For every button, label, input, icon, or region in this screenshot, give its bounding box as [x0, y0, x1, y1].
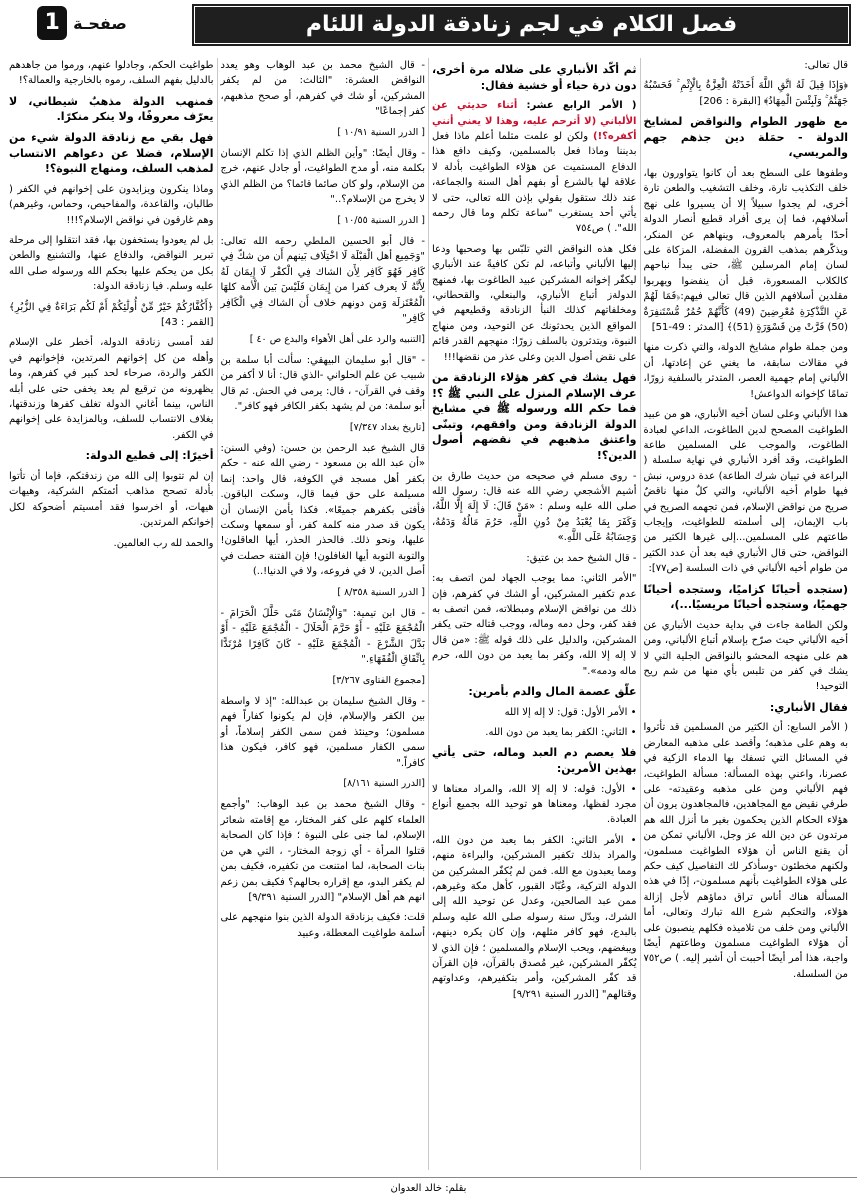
column-3 [217, 58, 429, 1170]
paragraph: - روى مسلم في صحيحه من حديث طارق بن أشيم الأشجعي رضي الله عنه قال: رسول الله صلى الله عليه وسلم : «مَنْ قَالَ: لَا إِلَهَ إِلَّا اللَّهُ، وَكَفَرَ بِمَا يُعْبَدُ مِنْ دُونِ اللَّهِ، حَرُمَ مَالُهُ وَدَمُهُ، وَحِسَابُهُ عَلَى اللَّهِ.» [432, 470, 637, 544]
paragraph-lead: ( الأمر الرابع عشر: [517, 100, 637, 112]
paragraph: طواغيت الحكم، وجادلوا عنهم، ورموا من جاهدهم بالدليل بفهم السلف، رموه بالخارجية والعمالة؟! [9, 60, 214, 87]
paragraph: ﴿وَإِذَا قِيلَ لَهُ اتَّقِ اللَّهَ أَخَذَتْهُ الْعِزَّةُ بِالْإِثْمِ ۚ فَحَسْبُهُ جَهَنَّمُ ۚ وَلَبِئْسَ الْمِهَادُ﴾ [البقرة : 206] [643, 80, 848, 107]
paragraph: • الأمر الثاني: الكفر بما يعبد من دون الله، والمراد بذلك تكفير المشركين، والبراءة منهم، ومما يعبدون مع الله. فمن لم يُكفّر المشركين من الدولة التركية، وعُبّاد القبور، كأهل مكة وغيرهم، ممن عبد الصالحين، وعدل عن توحيد الله إلى الشرك، وبدّل سنة رسوله صلى الله عليه وسلم بالبدع، فهو كافر مثلهم، وإن كان يكره دينهم، ويبغضهم، ويحب الإسلام والمسلمين ؛ فإن الذي لا يُكفّر المشركين، غير مُصدق بالقرآن، فإن القرآن قد كفّر المشركين، وأمر بتكفيرهم، وعداوتهم وقتالهم" [الدرر السنية ٩/٢٩١] [432, 834, 637, 1000]
paragraph: بل لم يعودوا يستخفون بها، فقد انتقلوا إلى مرحلة تبرير النواقض، والدفاع عنها، والتشنيع والطعن بكل من يحكم عليها بحكم الله ورسوله صلى الله عليه وسلم. فيا زنادقة الدولة: [9, 235, 214, 293]
citation: [ الدرر السنية ٨/٣٥٨ ] [337, 586, 425, 598]
paragraph: - "قال أبو سليمان البيهقي: سألت أبا سلمة بن شبيب عن علم الحلواني -الذي قال: أنا لا أكفر من وقف في القرآن- ، قال: يرمى في الحش. ثم قال أبو سلمة: من لم يشهد بكفر الكافر فهو كافر". [220, 354, 425, 413]
paragraph: وماذا ينكرون ويزايدون على إخوانهم في الكفر ( طالبان، والقاعدة، والمفاحيص، وحماس، وغيرهم) وهم غارقون في نواقض الإسلام؟!!! [9, 183, 214, 226]
author-footer: بقلم: خالد العدوان [0, 1177, 857, 1200]
paragraph: ( الأمر السابع: أن الكثير من المسلمين قد تأثروا به وهم على مذهبه؛ وأقصد على مذهبه المعارض في المسائل التي تسفك بها الدماء الزكية في عصرنا، واعني بهذه المسألة: مسألة الطواغيت، فهم الألباني ومن على مذهبه وعقيدته- على طرفي نقيض مع المجاهدين، فالمجاهدون يرون أن هؤلاء الحكام الذين يحكمون بغير ما أنزل الله هم مرتدون عن دين الله عز وجل، الألباني تمكن من أن يقنع الناس أن هؤلاء الطواغيت مسلمون، ولكنهم مخطئون -وسأذكر لك التفاصيل كيف حكم على هؤلاء الطواغيت بأنهم مسلمون-، إذًا في هذه المسألة هناك أناس تراق دماؤهم لأجل إزالة هؤلاء، والتحكيم شرع الله تبارك وتعالى، أما الألباني ومن خلف من تلاميذه فكلهم ينصبون على أن هؤلاء الطواغيت مسلمون وطاعتهم أيضًا واجبة، هذا أمر أيضًا أحببت أن أشير إليه. ) ص٧٥٢ من السلسلة. [643, 722, 848, 980]
column-2 [428, 58, 640, 1170]
paragraph: - قال الشيخ حمد بن عتيق: [526, 552, 637, 564]
highlighted-quote: أثناء حديثي عن الألباني (لا أترحم عليه، وهذا لا يعني أنني أكفره؟!) [432, 100, 637, 142]
paragraph: فكل هذه النواقض التي تلبّس بها وصحبها ودعا إليها الألباني وأتباعه، لم تكن كافيةً عند الأنباري ليكفّر إخوانه المشركين عبيد الطاغوت بها، فمنهج الدولةز أتباع الأنباري، والبنعلي، والقحطاني، ومخلفاتهم كذلك النبأ الزنادقة وقطيعهم في المواقع الذين يحدثونك عن التوحيد، ومن منهاج النبوة، ويتدثرون بالسلف زورًا: منهجهم القدر قائم على نقض أصول الدين وعلى عذر من نقضها!!! [432, 243, 637, 363]
section-heading: أخيرًا: إلى قطيع الدولة: [85, 449, 214, 463]
paragraph: "الأمر الثاني: مما يوجب الجهاد لمن اتصف به: عدم تكفير المشركين، أو الشك في كفرهم، فإن ذلك من نواقض الإسلام ومبطلاته، فمن اتصف به فقد كفر، وحل دمه وماله، ووجب قتاله حتى يكفر المشركين، والدليل على ذلك قوله ﷺ: «من قال لا إله إلا الله، وكفر بما يعبد من دون الله، حرم ماله ودمه»." [432, 573, 637, 677]
paragraph: إن لم تتوبوا إلى الله من زندقتكم، فإما أن تأتوا بأدلة تصحح مذاهب أئمتكم الشركية، وهيهات هيهات، أو اخرسوا فقد أمسيتم أضحوكة لكل إخوانكم المرتدين. [9, 470, 214, 529]
paragraph [432, 98, 637, 237]
paragraph: • الثاني: الكفر بما يعبد من دون الله. [485, 726, 637, 738]
paragraph-text: ولكن لو علمت مثلما أعلم ماذا فعل بديننا وماذا فعل بالمسلمين، وكيف دافع هذا الدفاع المستميت عن هؤلاء الطواغيت بأدلة لا علاقة لها بالشرع أو بفهم أهل السنة والجماعة، عند ذلك ستقول بقولي بإذن الله تعالى، حتى لا يأتي أحد يستغرب "ساعة تكلم وما قال رحمه الله". ) ص٧٥٤ [432, 131, 637, 235]
paragraph: - قال الشيخ محمد بن عبد الوهاب وهو يعدد النواقض العشرة: "الثالث: من لم يكفر المشركين، أو شك في كفرهم، أو صحح مذهبهم، كفر إجماعًا" [220, 60, 425, 118]
paragraph: - قال أبو الحسين الملطي رحمه الله تعالى: "وَجَمِيع أهل الْقبْلَة لَا اخْتِلَاف بَينهم أَن من شكّ فِي كَافِر فَهُوَ كَافِر لِأَن الشاك فِي الْكفْر لَا إِيمَان لَهُ لِأَنَّهُ لَا يعرف كفرا من إِيمَان فَلَيْسَ بَين الْأمة كلهَا الْمُعْتَزلَة وَمن دونهم خلاف أَن الشاك فِي الْكَافِر كَافِر" [220, 236, 425, 325]
column-4 [6, 58, 217, 1170]
section-heading: فمنهب الدولة مذهبٌ شيطاني، لا يعرّف معروفًا، ولا ينكر منكرًا. [9, 94, 214, 124]
section-heading: (ستجده أحيانًا كزاميًا، وستجده أحيانًا جهميًا، وستجده أحيانًا مريسيًا...)، [643, 582, 848, 612]
paragraph: ومن جملة طوام مشايخ الدولة، والتي ذكرت منها في مقالات سابقة، ما يغني عن إعادتها، أن الألباني إمام جهمية العصر، المتدثر بالسلفية زورًا، تمامًا كإخوانه الدواعش! [643, 342, 848, 400]
paragraph: قال تعالى: [804, 60, 848, 71]
citation: [الدرر السنية ٨/١٦١] [343, 778, 425, 790]
section-heading: فقال الأنباري: [769, 700, 848, 714]
paragraph: - وقال الشيخ محمد بن عبد الوهاب: "وأجمع العلماء كلهم على كفر المختار، مع إقامته شعائر الإسلام، لما جنى على النبوة ؛ فإذا كان الصحابة قتلوا المرأة - أي زوجة المختار- ، التي هي من بنات الصحابة، لما امتنعت من تكفيره، فكيف بمن لم يكفر البدو، مع إقراره بحالهم؟ فكيف بمن زعم انهم هم أهل الإسلام" [الدرر السنية ٩/٣٩١] [220, 799, 425, 903]
paragraph: والحمد لله رب العالمين. [113, 537, 214, 549]
paragraph: وطفوها على السطح بعد أن كانوا يتواورون بها، خلف التكذيب تارة، وخلف التشغيب والطعن تارة أخرى، لم يجدوا سبيلاً إلا أن يسيروا على نهج أسلافهم، فما إن يرى أفراد قطيع أنصار الدولة أحدًا يأمرهم بالمعروف، وينهاهم عن المنكر، ويذكّرهم بمذهب القرون المفضلة، المزكاة على لسان إمام المرسلين ﷺ، حتى يبدأ نباحهم كالكلاب المسعورة، قبل أن ينفضوا ويهربوا مقلدين أسلافهم الذين قال تعالى فيهم:﴿فَمَا لَهُمْ عَنِ التَّذْكِرَةِ مُعْرِضِينَ (49) كَأَنَّهُمْ حُمُرٌ مُّسْتَنفِرَةٌ (50) فَرَّتْ مِن قَسْوَرَةٍ (51)﴾ [المدثر : 49-51] [643, 168, 848, 334]
citation: [ الدرر السنية ١٠/٩١ ] [337, 126, 425, 138]
page-indicator [8, 4, 156, 42]
citation: [مجموع الفتاوى ٣/٢٦٧] [332, 674, 425, 686]
paragraph: • الأمر الأول: قول: لا إله إلا الله [504, 706, 637, 718]
paragraph: هذا الألباني وعلى لسان أخيه الأنباري، هو من عبيد الطواغيت المصحح لدين الطاغوت، الداعي لعبادة الطاغوت، والموجب على المسلمين طاعة الطواغيت، وقد أفرد الأنباري في نهاية سلسلة ( البراعة في تبيان شرك الطاعة) عدة دروس، نبش فيها طوام أخيه الألباني، والتي كلٌ منها ناقضٌ صريح من نواقض الإسلام، فمن تجهمه الصريح في باب الإيمان، إلى أسلمته للطواغيت، وإيجاب طاعتهم على المسلمين...إلى غيرها الكثير من النواقض، حتى قال الأنباري فيه بعد أن عدد الكثير من طوام أخيه الألباني في ذات السلسة [ص٧٧]: [643, 409, 848, 575]
section-heading: علّق عصمة المال والدم بأمرين: [468, 684, 637, 698]
paragraph: - وقال أيضًا: "وأين الظلم الذي إذا تكلم الإنسان بكلمة منه، أو مدح الطواغيت، أو جادل عنهم، خرج من الإسلام، ولو كان صائما قائما؟ من الظلم الذي لا يخرج من الإسلام؟.." [220, 148, 425, 206]
paragraph: ولكن الطامة جاءت في بداية حديث الأنباري عن أخيه الألباني حيث صرّح بإسلام أتباع الألباني، ومن هم على منهجه المحشو بالنواقض الجلية التي لا يشك في كفر من تلبس بأي منها من شم ريح التوحيد! [643, 619, 848, 693]
citation: [التنبيه والرد على أهل الأهواء والبدع ص ٤٠ ] [249, 333, 425, 345]
section-heading: فلا يعصم دم العبد وماله، حتى يأتي بهذين الأمرين: [432, 746, 637, 775]
paragraph: ﴿أَكُفَّارُكُمْ خَيْرٌ مِّنْ أُولَٰئِكُمْ أَمْ لَكُم بَرَاءَةٌ فِي الزُّبُرِ﴾ [القمر : 43] [9, 301, 214, 329]
article-title: فصل الكلام في لجم زنادقة الدولة اللئام [194, 6, 849, 44]
paragraph: • الأول: قوله: لا إله إلا الله، والمراد معناها لا مجرد لفظها، ومعناها هو توحيد الله بجميع أنواع العبادة. [432, 783, 637, 826]
page-label: صفحـة [73, 13, 127, 33]
section-heading: فهل بقي مع زنادقة الدولة شيء من الإسلام، فضلا عن دعواهم الانتساب لمذهب السلف، ومنهاج النبوة؟! [9, 131, 214, 176]
paragraph: لقد أمسى زنادقة الدولة، أخطر على الإسلام وأهله من كل إخوانهم المرتدين، فإخوانهم في الكفر والردة، صرحاء لحد كبير في كفرهم، وما يظهرونه من ترقيع لم يعد يخفى حتى على أبله الناس، بينما أغاني الدولة تغلف كفرها وزندقتها، بغلاف الانتساب للسلف، وبالمزايدة على إخوانهم في الكفر. [9, 337, 214, 441]
page-header [0, 0, 857, 46]
section-heading: ثم أكّد الأنباري على ضلاله مرة أخرى، دون ذرة حياء أو خشية فقال: [432, 63, 637, 92]
paragraph: قال الشيخ عبد الرحمن بن حسن: (وفي السنن: «أن عبد الله بن مسعود - رضي الله عنه - حكم بكفر أهل مسجد في الكوفة، قال واحد: إنما مسيلمة على حق فيما قال، وسكت الباقون. فأفتى بكفرهم جميعًا». فكذا يأمن الإنسان أن يكون قد صدر منه كلمة كفر، أو سمعها وسكت عليها، ونحو ذلك. فالحذر الحذر، أيها العاقلون! والتوبة التوبة أيها الغافلون! فإن الفتنة حصلت في أصل الدين، لا في فروعه، ولا في الدنيا!..) [220, 442, 425, 578]
column-1 [640, 58, 852, 1170]
section-heading: فهل يشك في كفر هؤلاء الزنادقة من عرف الإسلام المنزل على النبي ﷺ ؟! فما حكم الله ورسوله ﷺ في مشايخ الدولة الزنادقة ومن وافقهم، وتبنّى واعتنق مذهبهم في نقضهم أصول الدين؟! [432, 371, 637, 463]
citation: [تاريخ بغداد ٧/٣٤٧] [349, 421, 425, 433]
paragraph: قلت: فكيف بزنادقة الدولة الذين بنوا منهجهم على أسلمة طواغيت المعطلة، وعبيد [220, 912, 425, 939]
paragraph: - وقال الشيخ سليمان بن عبدالله: "إذ لا واسطة بين الكفر والإسلام، فإن لم يكونوا كفاراً فهم مسلمون؛ وحينئذ فمن سمى الكفر إسلاماً، أو سمى الكفار مسلمين، فهو كافر، فيكون هذا كافراً." [220, 696, 425, 769]
citation: [ الدرر السنية ١٠/٥٥ ] [337, 214, 425, 226]
page-number: 1 [37, 6, 67, 40]
paragraph: - قال ابن تيمية: "وَالْإِنْسَانُ مَتَى حَلَّلَ الْحَرَامَ - الْمُجْمَعَ عَلَيْهِ - أَوْ حَرَّمَ الْحَلَالَ - الْمُجْمَعَ عَلَيْهِ - أَوْ بَدَّلَ الشَّرْعَ - الْمُجْمَعَ عَلَيْهِ - كَانَ كَافِرًا مُرْتَدًّا بِاتِّفَاقِ الْفُقَهَاءِ." [220, 608, 425, 666]
section-heading: مع ظهور الطوام والنواقض لمشايخ الدولة - حمَلة دين جذهم جهم والمريسي، [643, 115, 848, 160]
article-columns [6, 58, 851, 1170]
